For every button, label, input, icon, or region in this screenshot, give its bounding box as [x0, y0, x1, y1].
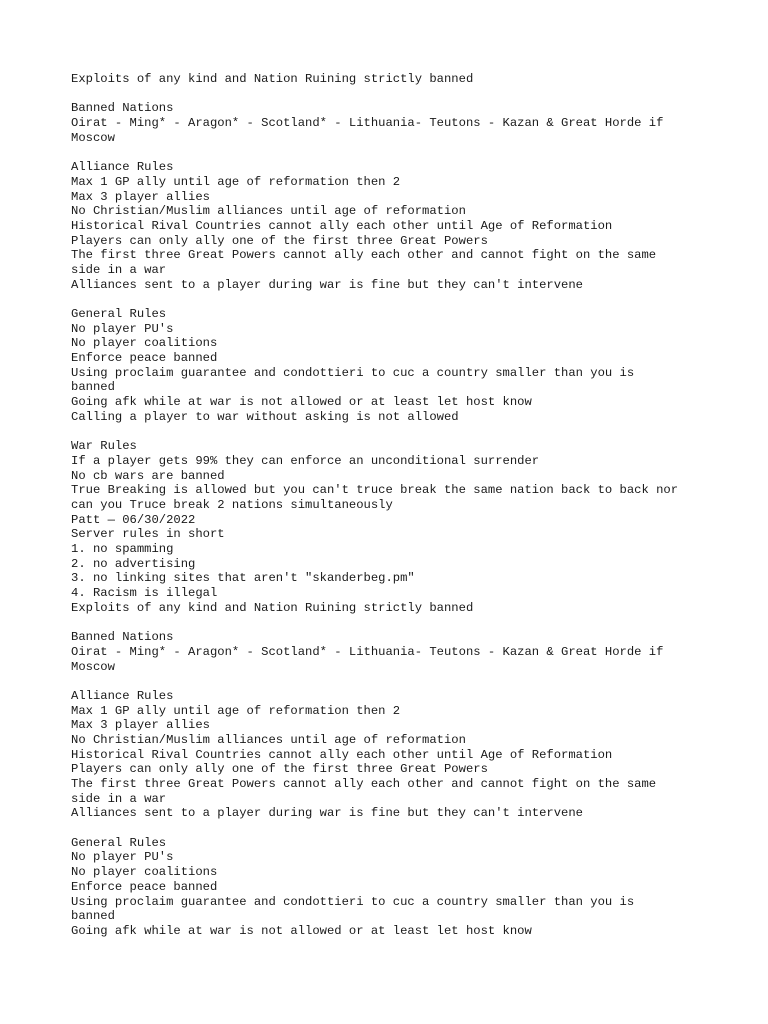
text-line: Max 3 player allies — [71, 189, 210, 204]
text-line: Exploits of any kind and Nation Ruining strictly banned — [71, 600, 474, 615]
text-line: Alliance Rules — [71, 688, 174, 703]
text-line: Historical Rival Countries cannot ally each other until Age of Reformation — [71, 218, 613, 233]
text-line: 4. Racism is illegal — [71, 586, 218, 601]
text-line: General Rules — [71, 307, 167, 321]
text-line: The first three Great Powers cannot ally each other and cannot fight on the same — [71, 777, 657, 791]
text-line: No player coalitions — [71, 336, 218, 351]
text-line: Exploits of any kind and Nation Ruining strictly banned — [71, 72, 474, 86]
blank-line — [71, 615, 711, 630]
text-line: can you Truce break 2 nations simultaneously — [71, 497, 393, 512]
text-line: No player PU's — [71, 321, 174, 336]
text-line: banned — [71, 380, 115, 395]
text-line: General Rules — [71, 835, 167, 850]
text-line: 3. no linking sites that aren't "skanderbeg.pm" — [71, 571, 415, 586]
text-line: Max 1 GP ally until age of reformation then 2 — [71, 174, 401, 189]
text-line: The first three Great Powers cannot ally each other and cannot fight on the same — [71, 248, 657, 263]
text-line: Moscow — [71, 130, 115, 145]
text-line: True Breaking is allowed but you can't truce break the same nation back to back nor — [71, 483, 679, 498]
text-line: side in a war — [71, 791, 167, 806]
text-line: Going afk while at war is not allowed or at least let host know — [71, 395, 532, 410]
text-line: War Rules — [71, 439, 137, 454]
blank-line — [71, 674, 711, 689]
text-line: banned — [71, 909, 115, 924]
text-line: Banned Nations — [71, 101, 174, 116]
text-line: 2. no advertising — [71, 556, 196, 571]
text-line: Alliance Rules — [71, 160, 174, 175]
text-line: Calling a player to war without asking is not allowed — [71, 409, 459, 424]
text-line: Using proclaim guarantee and condottieri to cuc a country smaller than you is — [71, 365, 635, 380]
text-line: No player coalitions — [71, 865, 218, 880]
text-line: Enforce peace banned — [71, 351, 218, 366]
text-line: Oirat - Ming* - Aragon* - Scotland* - Lithuania- Teutons - Kazan & Great Horde if — [71, 116, 664, 131]
text-line: Historical Rival Countries cannot ally each other until Age of Reformation — [71, 747, 613, 762]
blank-line — [71, 145, 711, 160]
text-line: Oirat - Ming* - Aragon* - Scotland* - Lithuania- Teutons - Kazan & Great Horde if — [71, 644, 664, 659]
text-line: Players can only ally one of the first three Great Powers — [71, 762, 488, 777]
text-line: Going afk while at war is not allowed or at least let host know — [71, 923, 532, 938]
text-line: If a player gets 99% they can enforce an unconditional surrender — [71, 453, 540, 468]
text-line: Alliances sent to a player during war is fine but they can't intervene — [71, 806, 583, 821]
text-line: No cb wars are banned — [71, 468, 225, 483]
text-line: Alliances sent to a player during war is fine but they can't intervene — [71, 277, 583, 292]
text-line: No Christian/Muslim alliances until age of reformation — [71, 732, 466, 747]
text-line: Players can only ally one of the first three Great Powers — [71, 233, 488, 248]
blank-line — [71, 292, 711, 307]
text-line: side in a war — [71, 262, 167, 277]
text-line: Server rules in short — [71, 527, 225, 542]
text-line: No Christian/Muslim alliances until age of reformation — [71, 204, 466, 219]
text-line: 1. no spamming — [71, 542, 174, 556]
text-line: Enforce peace banned — [71, 879, 218, 894]
text-line: No player PU's — [71, 850, 174, 865]
text-line: Using proclaim guarantee and condottieri to cuc a country smaller than you is — [71, 894, 635, 909]
blank-line — [71, 821, 711, 836]
text-line: Max 3 player allies — [71, 718, 210, 733]
text-line: Patt — 06/30/2022 — [71, 512, 196, 527]
blank-line — [71, 87, 711, 102]
text-line: Banned Nations — [71, 630, 174, 645]
text-line: Max 1 GP ally until age of reformation then 2 — [71, 703, 401, 718]
blank-line — [71, 425, 711, 440]
document-page — [71, 72, 711, 939]
text-line: Moscow — [71, 659, 115, 674]
